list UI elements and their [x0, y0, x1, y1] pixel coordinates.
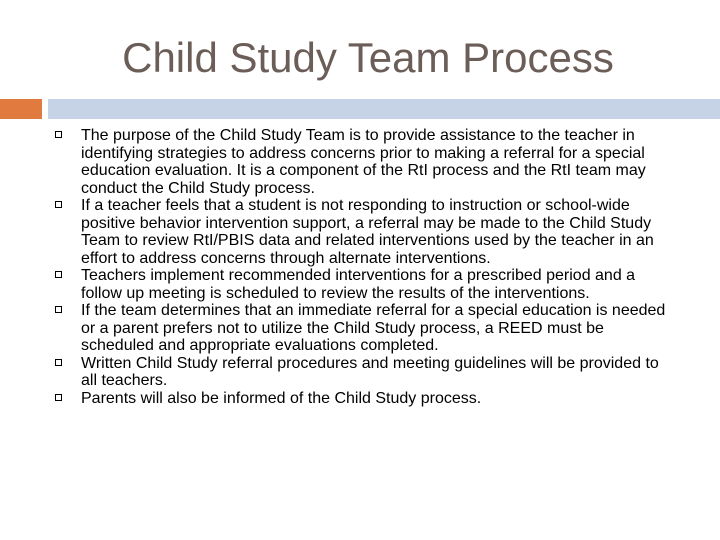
bullet-text: Parents will also be informed of the Child Study process. — [81, 389, 482, 407]
bullet-text: Written Child Study referral procedures and meeting guidelines will be provided to all teachers. — [81, 354, 659, 389]
square-bullet-icon — [55, 359, 62, 366]
bullet-item — [0, 390, 720, 408]
slide-title: Child Study Team Process — [122, 34, 614, 81]
bullet-text: If the team determines that an immediate referral for a special education is needed or a parent prefers not to utilize the Child Study process, a REED must be scheduled and appropriate evaluations completed. — [81, 302, 666, 354]
accent-bar-blue — [48, 99, 720, 119]
square-bullet-icon — [55, 131, 62, 138]
square-bullet-icon — [55, 201, 62, 208]
bullet-text: The purpose of the Child Study Team is to provide assistance to the teacher in identifying strategies to address concerns prior to making a referral for a special education evaluation. It is a component of the RtI process and the RtI team may conduct the Child Study process. — [81, 127, 646, 197]
bullet-item — [0, 302, 720, 355]
bullet-list — [0, 127, 720, 407]
bullet-item — [0, 355, 720, 390]
square-bullet-icon — [55, 306, 62, 313]
bullet-text: Teachers implement recommended interventions for a prescribed period and a follow up meeting is scheduled to review the results of the interventions. — [81, 267, 636, 302]
bullet-item — [0, 127, 720, 197]
bullet-item — [0, 197, 720, 267]
square-bullet-icon — [55, 394, 62, 401]
square-bullet-icon — [55, 271, 62, 278]
bullet-text: If a teacher feels that a student is not responding to instruction or school-wide positive behavior intervention support, a referral may be made to the Child Study Team to review RtI/PBIS data and related interventions used by the teacher in an effort to address concerns through alternate interventions. — [81, 197, 654, 267]
bullet-item — [0, 267, 720, 302]
accent-bar-orange — [0, 99, 42, 119]
